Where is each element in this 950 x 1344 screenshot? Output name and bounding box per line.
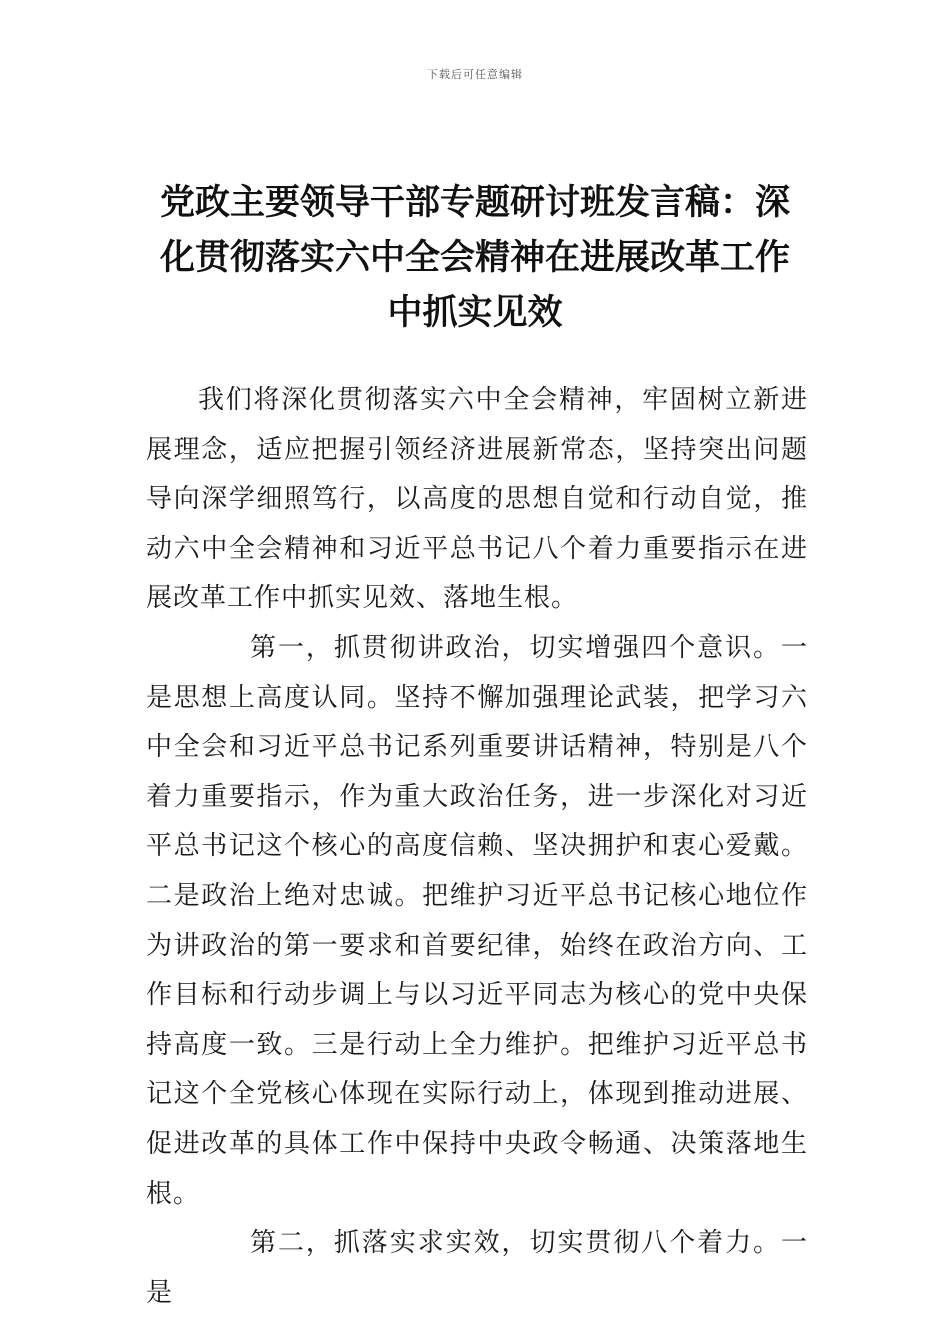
document-title: 党政主要领导干部专题研讨班发言稿：深化贯彻落实六中全会精神在进展改革工作中抓实见效	[159, 183, 790, 333]
paragraph-intro: 我们将深化贯彻落实六中全会精神，牢固树立新进展理念，适应把握引领经济进展新常态，坚持突出问题导向深学细照笃行，以高度的思想自觉和行动自觉，推动六中全会精神和习近平总书记八个着力重要指示在进展改革工作中抓实见效、落地生根。	[146, 385, 808, 614]
paragraph-second: 第二，抓落实求实效，切实贯彻八个着力。一是	[146, 1228, 808, 1308]
document-body	[146, 376, 808, 1318]
paragraph-first: 第一，抓贯彻讲政治，切实增强四个意识。一是思想上高度认同。坚持不懈加强理论武装，把学习六中全会和习近平总书记系列重要讲话精神，特别是八个着力重要指示，作为重大政治任务，进一步深化对习近平总书记这个核心的高度信赖、坚决拥护和衷心爱戴。二是政治上绝对忠诚。把维护习近平总书记核心地位作为讲政治的第一要求和首要纪律，始终在政治方向、工作目标和行动步调上与以习近平同志为核心的党中央保持高度一致。三是行动上全力维护。把维护习近平总书记这个全党核心体现在实际行动上，体现到推动进展、促进改革的具体工作中保持中央政令畅通、决策落地生根。	[146, 632, 808, 1209]
header-note: 下载后可任意编辑	[427, 68, 523, 81]
